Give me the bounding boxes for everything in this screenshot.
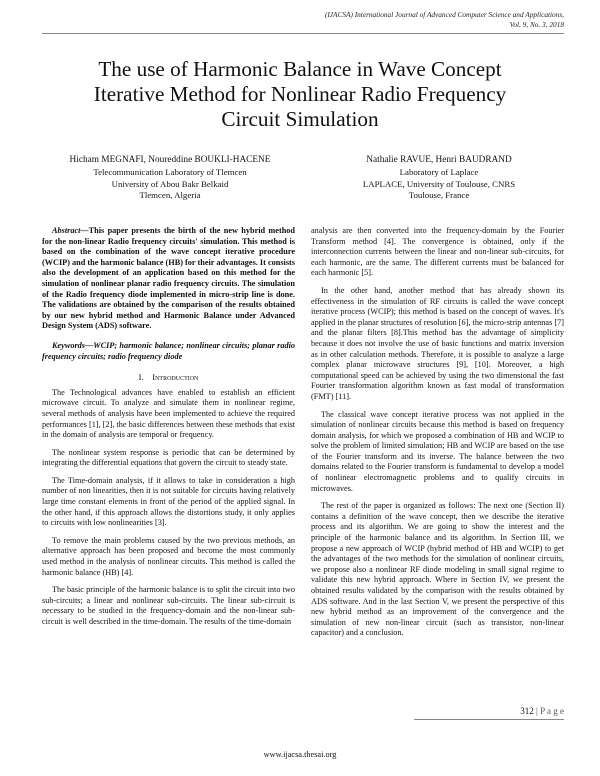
paragraph: The basic principle of the harmonic balance is to split the circuit into two sub-circuits; a linear and nonlinear sub-circuits. The linear sub-circuit is necessary to be studied in the frequency-domain and the non-linear sub-circuit is well described in the time-domain. The results of the time-domain [42, 585, 295, 626]
keywords-label: Keywords [52, 340, 85, 350]
author-block-left [42, 155, 298, 201]
paper-title [50, 57, 550, 132]
paragraph: The classical wave concept iterative process was not applied in the simulation of nonlinear circuits because this method is based on frequency domain analysis, for which we proposed a combination of HB and WCIP to solve the problem of limited simulation; HB and WCIP are based on the use of the Fourier transform and its inverse. The balance between the two domains related to the Fourier transform is fundamental to develop a model of nonlinear electromagnetic problems and to qualify circuits in microwaves. [311, 409, 564, 493]
page-number [520, 706, 564, 716]
page-separator: | [536, 706, 538, 716]
journal-volume: Vol. 9, No. 3, 2018 [509, 20, 564, 29]
affiliation-left-3: Tlemcen, Algeria [139, 189, 201, 200]
abstract-text: —This paper presents the birth of the new hybrid method for the non-linear Radio frequency circuits' simulation. This method is based on the combination of the wave concept iterative procedure (WCIP) and the harmonic balance (HB) for their advantages. It consists also the development of an application based on this method for the simulation of nonlinear planar radio frequency circuits. The simulation of the Radio frequency diode implemented in micro-strip line is done. The validations are obtained by the comparison of the results obtained by our new hybrid method and Harmonic Balance under Advanced Design System (ADS) software. [42, 226, 295, 331]
paragraph: The nonlinear system response is periodic that can be determined by integrating the differential equations that govern the circuit to steady state. [42, 447, 295, 468]
title-line-2: Iterative Method for Nonlinear Radio Frequency [93, 82, 507, 106]
right-column [311, 226, 564, 646]
paragraph: To remove the main problems caused by the two previous methods, an alternative approach has been proposed and become the most commonly used method in the analysis of nonlinear circuits. This method is called the harmonic balance (HB) [4]. [42, 535, 295, 577]
footer-url[interactable] [0, 750, 600, 759]
affiliation-left-2: University of Abou Bakr Belkaid [111, 178, 229, 189]
title-line-1: The use of Harmonic Balance in Wave Concept [98, 57, 502, 81]
left-column [42, 226, 295, 635]
affiliation-right-2: LAPLACE, University of Toulouse, CNRS [362, 178, 516, 189]
affiliation-right-3: Toulouse, France [408, 189, 470, 200]
affiliation-left-1: Telecommunication Laboratory of Tlemcen [93, 167, 247, 178]
paragraph: The Technological advances have enabled to establish an efficient microwave circuit. To analyze and simulate them in nonlinear regime, several methods of analysis have been implemented to achieve the required performances [1], [2], the basic differences between these methods that exist in the domain of analysis are temporal or frequency. [42, 387, 295, 440]
affiliation-right-1: Laboratory of Laplace [399, 167, 479, 178]
section-title: Introduction [152, 372, 199, 383]
abstract-label: Abstract [52, 226, 81, 235]
title-line-3: Circuit Simulation [221, 107, 379, 131]
paragraph: In the other hand, another method that has already shown its effectiveness in the simulation of RF circuits is called the wave concept iterative process (WCIP); this method is based on the concept of waves. It's applied in the planar structures of resolution [6], the micro-strip antennas [7] and the planar filters [8].This method has the advantage of simplicity because it does not involve the use of basic functions and matrix inversion as in other calculation methods. Therefore, it is possible to analyze a large complex planar microwave structures [9], [10]. Moreover, a high computational speed can be achieved by using the two dimensional the fast Fourier transformation algorithm known as fast modal of transformation (FMT) [11]. [311, 285, 564, 401]
page-number-value: 312 [520, 706, 534, 716]
journal-header [144, 10, 564, 30]
footer-link[interactable]: www.ijacsa.thesai.org [263, 750, 337, 759]
page-label: P a g e [540, 706, 564, 716]
journal-name: (IJACSA) International Journal of Advanced Computer Science and Applications, [324, 10, 564, 19]
paragraph: The rest of the paper is organized as follows: The next one (Section II) contains a definition of the wave concept, then we describe the iterative process and its algorithm. We are going to show the interest and the principle of the harmonic balance and its algorithm. In Section III, we propose a new approach of WCIP (hybrid method of HB and WCIP) to get the advantages of the two methods for the simulation of nonlinear circuits, we propose also a nonlinear RF diode modeling in small signal regime to validate this new hybrid approach. Where in Section IV, we present the obtained results validated by the comparison with the results obtained by ADS software. And in the last Section V, we present the perspective of this new hybrid method as an improvement of the convergence and the simulation of new non-linear circuit (such as transistor, non-linear capacitor) and a conclusion. [311, 501, 564, 638]
paragraph: analysis are then converted into the frequency-domain by the Fourier Transform method [4]. The convergence is obtained, only if the interconnection currents between the linear and non-linear sub-circuits, for each harmonic, are the same. The different currents must be balanced for each harmonic [5]. [311, 226, 564, 278]
paragraph: The Time-domain analysis, if it allows to take in consideration a high number of non linearities, then it is not suitable for circuits having relatively large time constant elements in front of the period of the applied signal. In the other hand, if this approach allows the distortions study, it only applies to circuits with low nonlinearities [3]. [42, 475, 295, 528]
header-divider [42, 33, 564, 34]
keywords [42, 341, 295, 362]
section-heading [42, 372, 295, 383]
author-names-right: Nathalie RAVUE, Henri BAUDRAND [366, 155, 512, 165]
keywords-text: —WCIP; harmonic balance; nonlinear circuits; planar radio frequency circuits; radio frequency diode [42, 340, 295, 361]
author-block-right [314, 155, 564, 201]
abstract [42, 226, 295, 332]
section-number: I. [138, 372, 144, 383]
page-number-divider [414, 719, 564, 720]
author-names-left: Hicham MEGNAFI, Noureddine BOUKLI-HACENE [69, 155, 271, 165]
